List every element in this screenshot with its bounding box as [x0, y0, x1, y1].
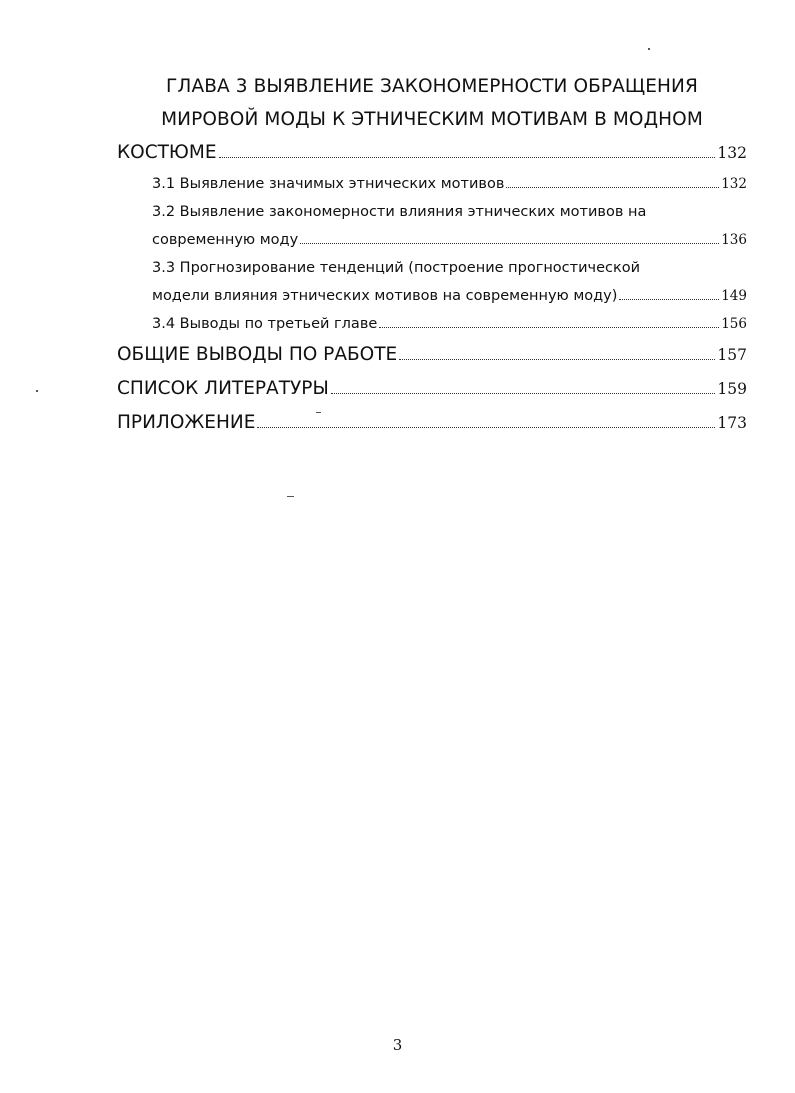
section-3-2-title-line-2: современную моду: [152, 232, 299, 248]
section-3-1-title: 3.1 Выявление значимых этнических мотивов: [152, 176, 505, 192]
dot-leader: [331, 393, 716, 394]
dot-leader: [399, 359, 715, 360]
chapter-3-title-line-2: МИРОВОЙ МОДЫ К ЭТНИЧЕСКИМ МОТИВАМ В МОДНОМ: [161, 109, 703, 130]
scan-speck: [36, 390, 38, 392]
dot-leader: [257, 427, 715, 428]
section-3-3-title-line-1: 3.3 Прогнозирование тенденций (построение прогностической: [152, 260, 641, 276]
section-3-2-title-line-1: 3.2 Выявление закономерности влияния этнических мотивов на: [152, 204, 647, 220]
toc-entry-appendix[interactable]: [117, 406, 747, 440]
references-title: СПИСОК ЛИТЕРАТУРЫ: [117, 378, 329, 399]
dot-leader: [219, 157, 716, 158]
toc-entry-references[interactable]: [117, 372, 747, 406]
references-page: 159: [717, 380, 747, 398]
toc-entry-chapter-3[interactable]: [117, 136, 747, 170]
conclusions-page: 157: [717, 346, 747, 364]
appendix-title: ПРИЛОЖЕНИЕ: [117, 412, 256, 433]
dot-leader: [506, 187, 719, 188]
toc-entry-section-3-4[interactable]: [152, 310, 747, 338]
conclusions-title: ОБЩИЕ ВЫВОДЫ ПО РАБОТЕ: [117, 344, 398, 365]
section-3-3-page: 149: [721, 288, 747, 304]
dot-leader: [379, 327, 719, 328]
scan-speck: [316, 412, 321, 413]
toc-entry-section-3-2[interactable]: [152, 198, 747, 254]
appendix-page: 173: [717, 414, 747, 432]
section-3-4-page: 156: [721, 316, 747, 332]
section-3-3-title-line-2: модели влияния этнических мотивов на современную моду): [152, 288, 618, 304]
section-3-1-page: 132: [721, 176, 747, 192]
chapter-3-title-line-3: КОСТЮМЕ: [117, 142, 217, 163]
toc-entry-section-3-3[interactable]: [152, 254, 747, 310]
dot-leader: [300, 243, 719, 244]
table-of-contents: [117, 70, 747, 440]
scan-speck: [648, 48, 650, 50]
dot-leader: [619, 299, 719, 300]
page-number: 3: [392, 1036, 403, 1054]
chapter-3-page: 132: [717, 144, 747, 162]
section-3-2-page: 136: [721, 232, 747, 248]
toc-entry-section-3-1[interactable]: [152, 170, 747, 198]
toc-entry-conclusions[interactable]: [117, 338, 747, 372]
section-3-4-title: 3.4 Выводы по третьей главе: [152, 316, 378, 332]
scan-speck: [287, 496, 294, 497]
chapter-3-title-line-1: ГЛАВА 3 ВЫЯВЛЕНИЕ ЗАКОНОМЕРНОСТИ ОБРАЩЕНИЯ: [166, 76, 698, 97]
